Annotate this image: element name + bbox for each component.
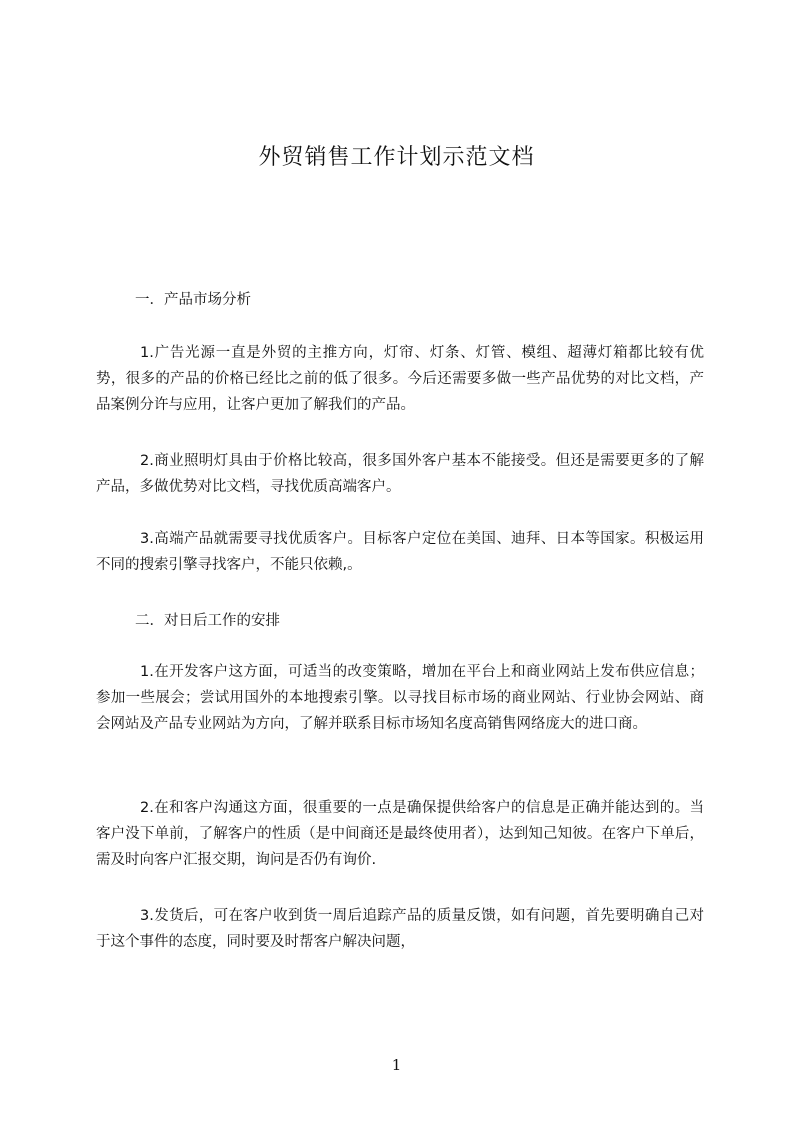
paragraph-market-2: 2.商业照明灯具由于价格比较高，很多国外客户基本不能接受。但还是需要更多的了解产品，多做优势对比文档，寻找优质高端客户。 (96, 453, 704, 495)
paragraph-market-1: 1.广告光源一直是外贸的主推方向，灯帘、灯条、灯管、模组、超薄灯箱都比较有优势，很多的产品的价格已经比之前的低了很多。今后还需要多做一些产品优势的对比文档，产品案例分许与应用，让客户更加了解我们的产品。 (96, 345, 704, 413)
page-number: 1 (391, 1056, 402, 1074)
paragraph-market-3: 3.高端产品就需要寻找优质客户。目标客户定位在美国、迪拜、日本等国家。积极运用不同的搜索引擎寻找客户，不能只依赖,。 (96, 531, 704, 573)
section-heading-market-analysis: 一．产品市场分析 (135, 292, 251, 308)
document-title: 外贸销售工作计划示范文档 (258, 145, 535, 170)
section-heading-future-plan: 二．对日后工作的安排 (135, 613, 280, 629)
paragraph-plan-2: 2.在和客户沟通这方面，很重要的一点是确保提供给客户的信息是正确并能达到的。当客户没下单前，了解客户的性质（是中间商还是最终使用者），达到知己知彼。在客户下单后，需及时向客户汇报交期，询问是否仍有询价. (96, 800, 704, 868)
paragraph-plan-1: 1.在开发客户这方面，可适当的改变策略，增加在平台上和商业网站上发布供应信息；参加一些展会；尝试用国外的本地搜索引擎。以寻找目标市场的商业网站、行业协会网站、商会网站及产品专业网站为方向，了解并联系目标市场知名度高销售网络庞大的进口商。 (96, 664, 704, 732)
paragraph-plan-3: 3.发货后，可在客户收到货一周后追踪产品的质量反馈，如有问题，首先要明确自己对于这个事件的态度，同时要及时帮客户解决问题， (96, 908, 704, 950)
